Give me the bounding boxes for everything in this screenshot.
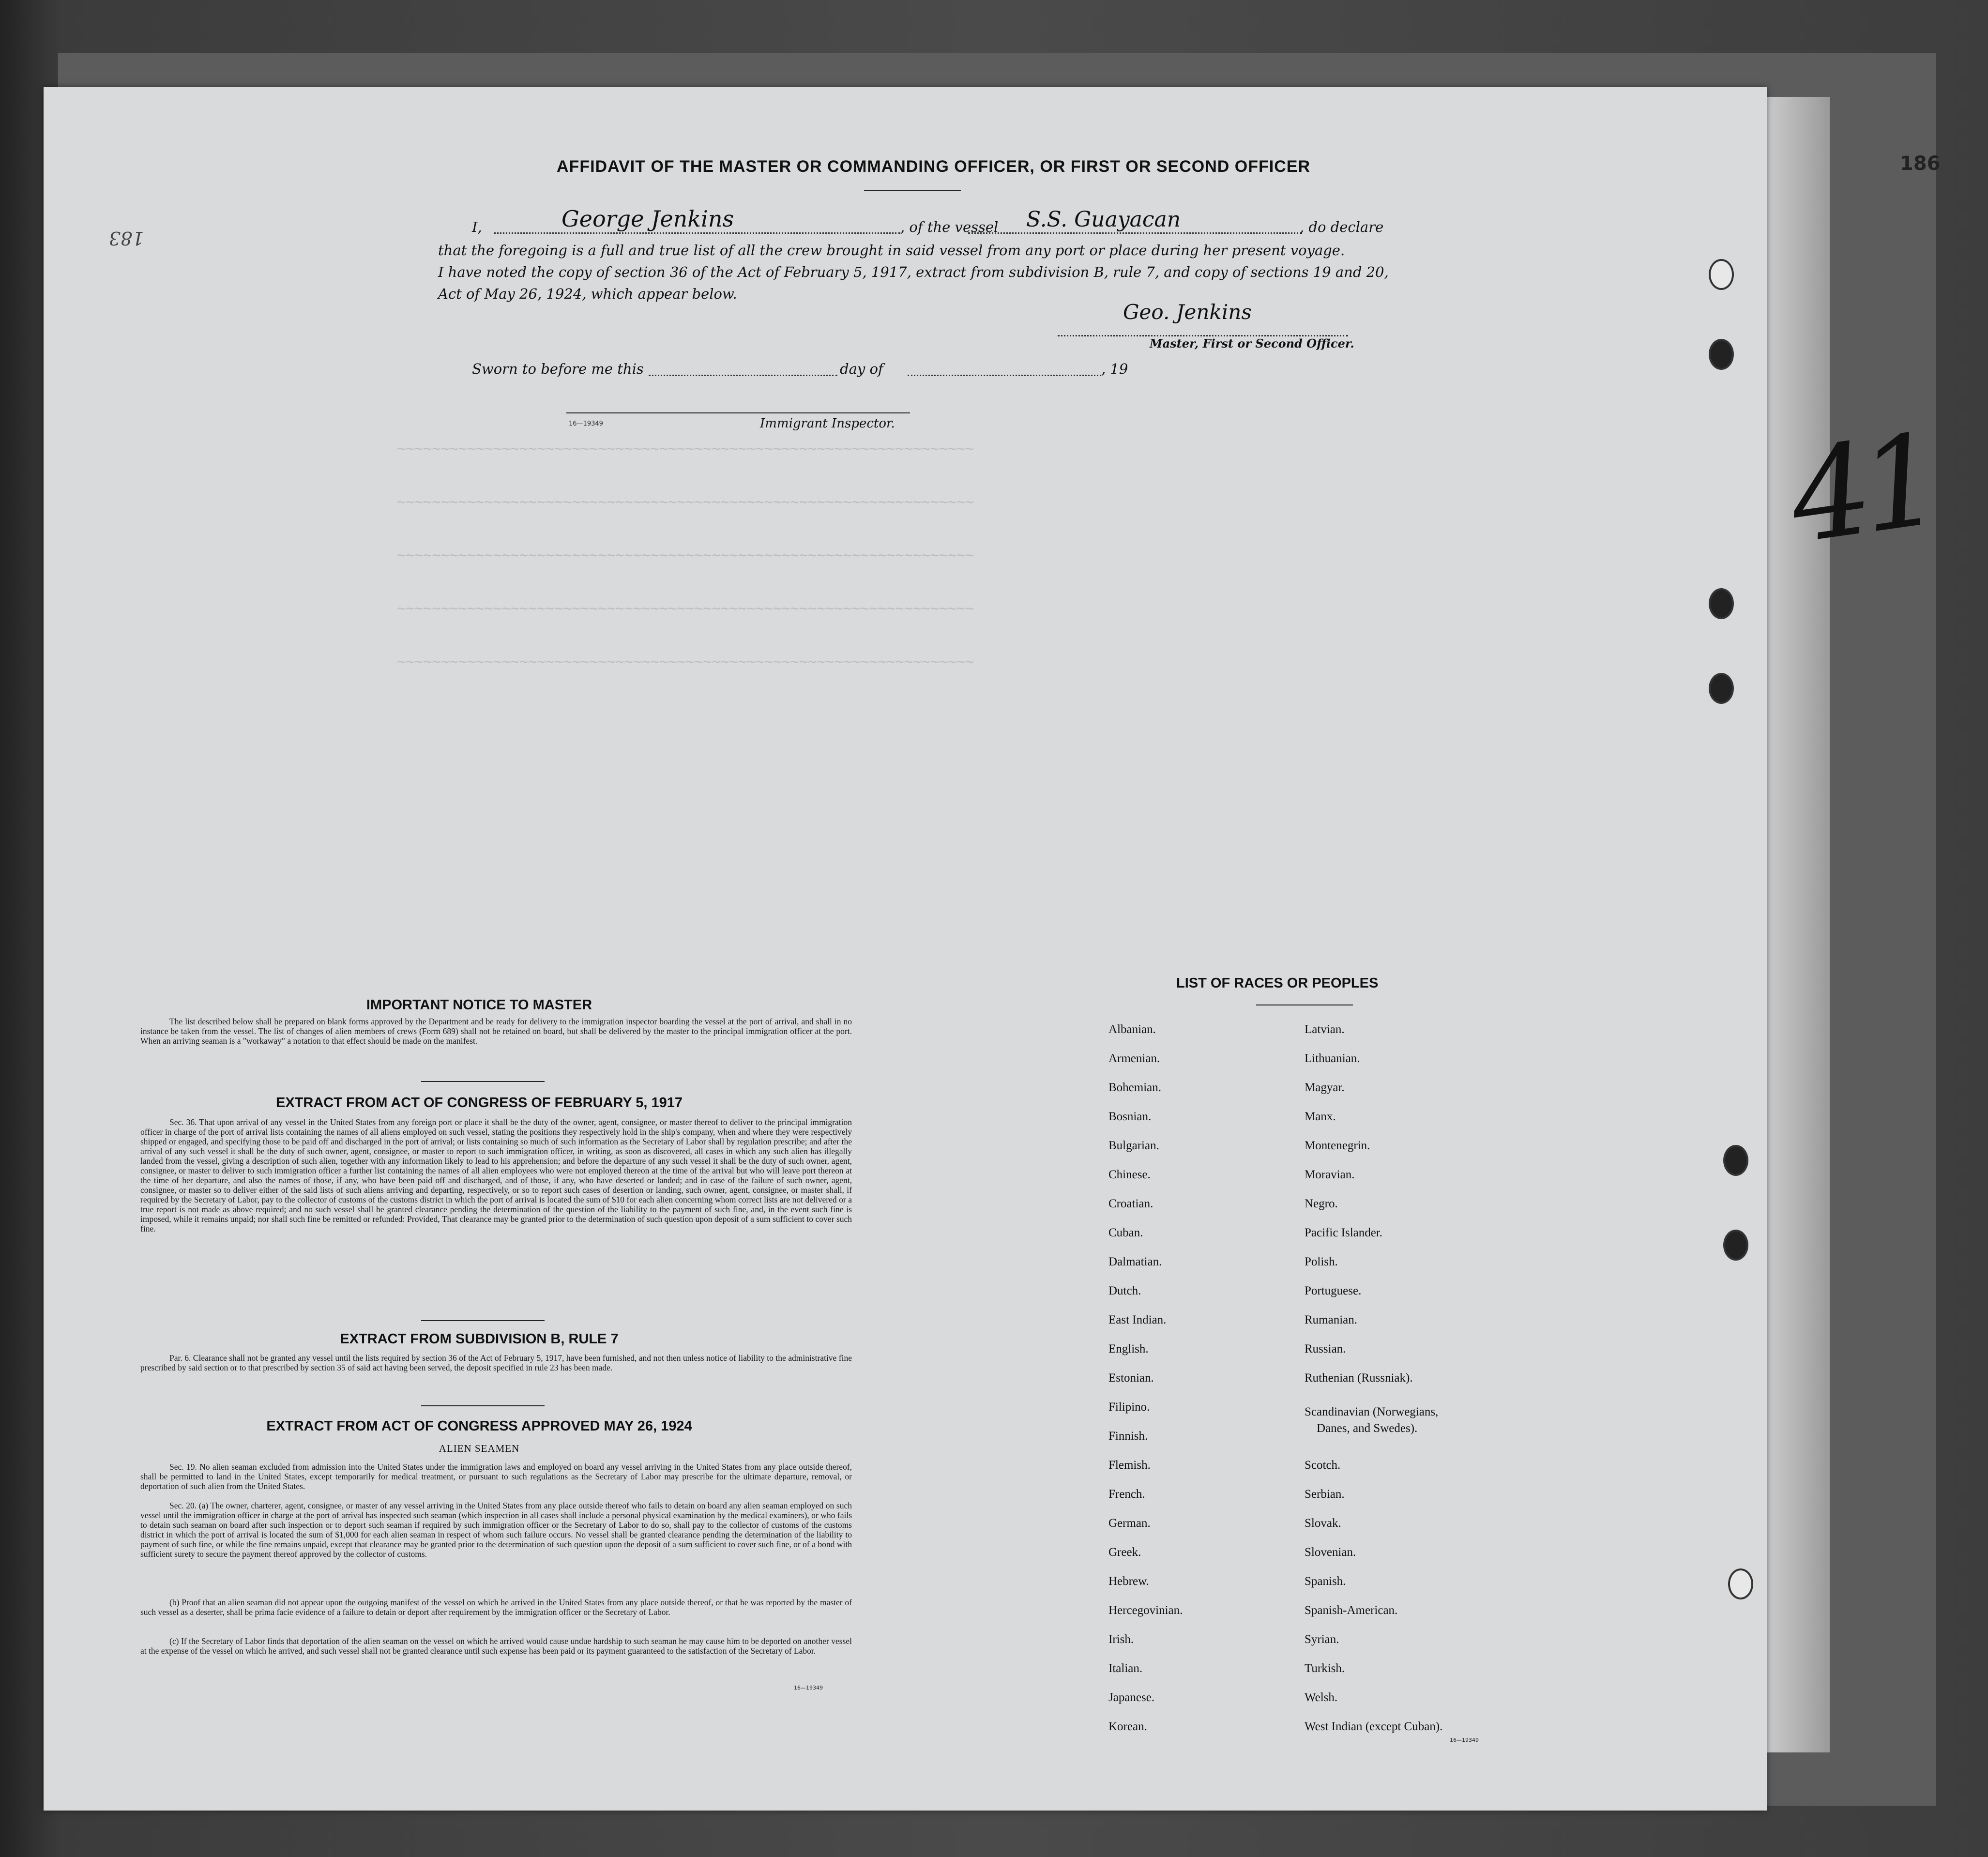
race-item: East Indian.	[1108, 1313, 1167, 1326]
race-item: Hercegovinian.	[1108, 1604, 1183, 1617]
race-item: Spanish.	[1305, 1575, 1346, 1588]
alien-seamen-subtitle: ALIEN SEAMEN	[439, 1443, 520, 1454]
race-item: Syrian.	[1305, 1633, 1339, 1646]
race-item: Dutch.	[1108, 1284, 1141, 1297]
race-item: Italian.	[1108, 1662, 1143, 1675]
day-of-label: day of	[840, 361, 883, 377]
race-item: Latvian.	[1305, 1023, 1345, 1036]
race-item: Russian.	[1305, 1342, 1346, 1355]
race-item: Manx.	[1305, 1110, 1336, 1123]
race-item: Japanese.	[1108, 1691, 1155, 1704]
race-item: Montenegrin.	[1305, 1139, 1370, 1152]
affidavit-line-3: I have noted the copy of section 36 of the Act of February 5, 1917, extract from subdivision B, rule 7, and copy of sections 19 and 20,	[438, 264, 1389, 280]
extract-rule7-title: EXTRACT FROM SUBDIVISION B, RULE 7	[340, 1331, 619, 1347]
race-item: Welsh.	[1305, 1691, 1338, 1704]
race-item: German.	[1108, 1517, 1151, 1530]
sec-20b-text: (b) Proof that an alien seaman did not appear upon the outgoing manifest of the vessel on which he arrived in the United States from any place outside thereof, or that he was reported by the master of such vessel as a deserter, shall be prima facie evidence of a failure to detain or deport after requirement by the immigration officer or the Secretary of Labor.	[140, 1598, 852, 1617]
race-item: Cuban.	[1108, 1226, 1143, 1239]
race-item: Serbian.	[1305, 1488, 1345, 1501]
sec-20a-text: Sec. 20. (a) The owner, charterer, agent, consignee, or master of any vessel arriving in the United States from any place outside thereof who fails to detain on board any alien seaman employed on such vessel until the immigration officer in charge at the port of arrival has inspected such seaman (which inspection in all cases shall include a personal physical examination by the medical examiners), or who fails to detain such seaman on board after such inspection or to deport such seaman if required by such immigration officer or the Secretary of Labor to do so, shall pay to the collector of customs of the customs district in which the port of arrival is located the sum of $1,000 for each alien seaman in respect of whom such failure occurs. No vessel shall be granted clearance pending the determination of the liability to payment of such fine, or while the fine remains unpaid, except that clearance may be granted prior to the determination of such question upon the deposit of a sum sufficient to cover such fine, or of a bond with sufficient surety to secure the payment thereof approved by the collector of customs.	[140, 1501, 852, 1559]
sworn-label: Sworn to before me this	[472, 361, 644, 377]
race-item: Magyar.	[1305, 1081, 1345, 1094]
affidavit-of-vessel: , of the vessel	[900, 219, 999, 235]
race-item: Pacific Islander.	[1305, 1226, 1383, 1239]
race-item: Ruthenian (Russniak).	[1305, 1371, 1413, 1385]
binder-hole	[1709, 673, 1734, 704]
race-item: Slovak.	[1305, 1517, 1341, 1530]
bleed-through-text: ~~~~~~~~~~~~~~~~~~~~~~~~~~~~~~~~~~~~~~~~~~~~~~~~~~~~~~~~~~~~~~~~~~	[397, 654, 974, 670]
race-item: English.	[1108, 1342, 1149, 1355]
race-item: West Indian (except Cuban).	[1305, 1720, 1443, 1733]
affidavit-title: AFFIDAVIT OF THE MASTER OR COMMANDING OFFICER, OR FIRST OR SECOND OFFICER	[557, 157, 1310, 176]
race-item: Polish.	[1305, 1255, 1338, 1268]
title-rule	[864, 190, 961, 191]
notice-title: IMPORTANT NOTICE TO MASTER	[366, 997, 592, 1013]
binder-hole	[1709, 259, 1734, 290]
race-item: Albanian.	[1108, 1023, 1156, 1036]
extract-1917-title: EXTRACT FROM ACT OF CONGRESS OF FEBRUARY 5, 1917	[275, 1095, 683, 1111]
page-number: 186	[1900, 152, 1941, 175]
races-title: LIST OF RACES OR PEOPLES	[1176, 975, 1379, 991]
binder-hole	[1723, 1145, 1748, 1176]
affidavit-declare: , do declare	[1300, 219, 1384, 235]
race-item: Hebrew.	[1108, 1575, 1149, 1588]
race-item: Greek.	[1108, 1546, 1141, 1559]
handwritten-mark: 41	[1781, 407, 1942, 572]
affidavit-line-2: that the foregoing is a full and true list of all the crew brought in said vessel from any port or place during her present voyage.	[438, 242, 1345, 259]
sec-19-text: Sec. 19. No alien seaman excluded from admission into the United States under the immigration laws and employed on board any vessel arriving in the United States from any place outside thereof, shall be permitted to land in the United States, except temporarily for medical treatment, or pursuant to such regulations as the Secretary of Labor may prescribe for the ultimate departure, removal, or deportation of such alien from the United States.	[140, 1462, 852, 1491]
race-item: Bohemian.	[1108, 1081, 1162, 1094]
sworn-day-line	[649, 374, 837, 376]
binder-hole	[1709, 588, 1734, 619]
bleed-through-text: ~~~~~~~~~~~~~~~~~~~~~~~~~~~~~~~~~~~~~~~~~~~~~~~~~~~~~~~~~~~~~~~~~~	[397, 441, 974, 457]
race-item: Scotch.	[1305, 1459, 1341, 1472]
section-divider	[421, 1320, 545, 1321]
race-item: Turkish.	[1305, 1662, 1345, 1675]
race-item: Portuguese.	[1305, 1284, 1362, 1297]
inspector-label: Immigrant Inspector.	[760, 416, 895, 431]
sec-20c-text: (c) If the Secretary of Labor finds that deportation of the alien seaman on the vessel on which he arrived would cause undue hardship to such seaman he may cause him to be deported on another vessel at the expense of the vessel on which he arrived, and such vessel shall not be granted clearance until such expense has been paid or its payment guaranteed to the satisfaction of the Secretary of Labor.	[140, 1636, 852, 1656]
race-item: Danes, and Swedes).	[1317, 1422, 1418, 1435]
race-item: Flemish.	[1108, 1459, 1151, 1472]
year-label: , 19	[1101, 361, 1128, 377]
bleed-through-text: ~~~~~~~~~~~~~~~~~~~~~~~~~~~~~~~~~~~~~~~~~~~~~~~~~~~~~~~~~~~~~~~~~~	[397, 547, 974, 564]
race-item: Dalmatian.	[1108, 1255, 1162, 1268]
handwritten-signature: Geo. Jenkins	[1123, 300, 1252, 324]
race-item: Croatian.	[1108, 1197, 1153, 1210]
affidavit-line-4: Act of May 26, 1924, which appear below.	[438, 286, 737, 302]
race-item: Lithuanian.	[1305, 1052, 1360, 1065]
form-code: 16—19349	[569, 420, 603, 427]
race-item: Negro.	[1305, 1197, 1338, 1210]
race-item: Slovenian.	[1305, 1546, 1356, 1559]
race-item: Armenian.	[1108, 1052, 1160, 1065]
affidavit-i: I,	[472, 219, 482, 235]
handwritten-master-name: George Jenkins	[561, 206, 734, 232]
race-item: Chinese.	[1108, 1168, 1151, 1181]
binder-hole	[1728, 1568, 1753, 1599]
extract-1924-title: EXTRACT FROM ACT OF CONGRESS APPROVED MAY 26, 1924	[266, 1418, 692, 1434]
extract-rule7-text: Par. 6. Clearance shall not be granted any vessel until the lists required by section 36 of the Act of February 5, 1917, have been furnished, and not then unless notice of liability to the administrative fine prescribed by said section or to that prescribed by section 35 of said act having been served, the deposit specified in rule 23 has been made.	[140, 1353, 852, 1372]
race-item: Irish.	[1108, 1633, 1134, 1646]
form-code: 16—19349	[1450, 1737, 1479, 1743]
margin-number: 183	[109, 228, 144, 249]
race-item: Rumanian.	[1305, 1313, 1358, 1326]
race-item: Spanish-American.	[1305, 1604, 1398, 1617]
notice-text: The list described below shall be prepared on blank forms approved by the Department and be ready for delivery to the immigration inspector boarding the vessel at the port of arrival, and shall in no instance be taken from the vessel. The list of changes of alien members of crews (Form 689) shall not be retained on board, but shall be delivered by the master to the principal immigration officer at the port. When an arriving seaman is a "workaway" a notation to that effect should be made on the manifest.	[140, 1017, 852, 1046]
race-item: Scandinavian (Norwegians,	[1305, 1405, 1439, 1418]
underlying-page-edge	[1762, 97, 1830, 1752]
race-item: Finnish.	[1108, 1430, 1148, 1443]
sworn-month-line	[908, 374, 1101, 376]
section-divider	[421, 1081, 545, 1082]
race-item: French.	[1108, 1488, 1145, 1501]
bleed-through-text: ~~~~~~~~~~~~~~~~~~~~~~~~~~~~~~~~~~~~~~~~~~~~~~~~~~~~~~~~~~~~~~~~~~	[397, 494, 974, 511]
race-item: Korean.	[1108, 1720, 1147, 1733]
form-code: 16—19349	[794, 1685, 823, 1691]
signatory-label: Master, First or Second Officer.	[1150, 336, 1354, 350]
bleed-through-text: ~~~~~~~~~~~~~~~~~~~~~~~~~~~~~~~~~~~~~~~~~~~~~~~~~~~~~~~~~~~~~~~~~~	[397, 600, 974, 617]
handwritten-vessel-name: S.S. Guayacan	[1026, 207, 1181, 232]
race-item: Bulgarian.	[1108, 1139, 1159, 1152]
section-divider	[421, 1405, 545, 1406]
extract-1917-text: Sec. 36. That upon arrival of any vessel in the United States from any foreign port or place it shall be the duty of the owner, agent, consignee, or master thereof to deliver to the principal immigration officer in charge of the port of arrival lists containing the names of all aliens employed on such vessel, stating the positions they respectively hold in the ship's company, when and where they were respectively shipped or engaged, and specifying those to be paid off and discharged in the port of arrival; or lists containing so much of such information as the Secretary of Labor shall by regulation prescribe; and after the arrival of any such vessel it shall be the duty of such owner, agent, consignee, or master to report to such immigration officer, in writing, as soon as discovered, all cases in which any such alien has illegally landed from the vessel, giving a description of such alien, together with any information likely to lead to his apprehension; and before the departure of any such vessel it shall be the duty of such owner, agent, consignee, or master to deliver to such immigration officer a further list containing the names of all alien employees who were not employed thereon at the time of the arrival but who will leave port thereon at the time of her departure, and also the names of those, if any, who have been paid off and discharged, and of those, if any, who have deserted or landed; and in case of the failure of such owner, agent, consignee, or master so to deliver either of the said lists of such aliens arriving and departing, respectively, or so to report such cases of desertion or landing, such owner, agent, consignee, or master shall, if required by the Secretary of Labor, pay to the collector of customs of the customs district in which the port of arrival is located the sum of $10 for each alien concerning whom correct lists are not delivered or a true report is not made as above required; and no such vessel shall be granted clearance pending the determination of the question of the liability to the payment of such fine, and, in the event such fine is imposed, while it remains unpaid; nor shall such fine be remitted or refunded: Provided, That clearance may be granted prior to the determination of such question upon deposit of a sum sufficient to cover such fine.	[140, 1117, 852, 1233]
race-item: Moravian.	[1305, 1168, 1355, 1181]
race-item: Estonian.	[1108, 1371, 1154, 1385]
inspector-line	[566, 412, 910, 413]
binder-hole	[1723, 1230, 1748, 1261]
race-item: Bosnian.	[1108, 1110, 1152, 1123]
race-item: Filipino.	[1108, 1400, 1150, 1414]
binder-hole	[1709, 339, 1734, 370]
